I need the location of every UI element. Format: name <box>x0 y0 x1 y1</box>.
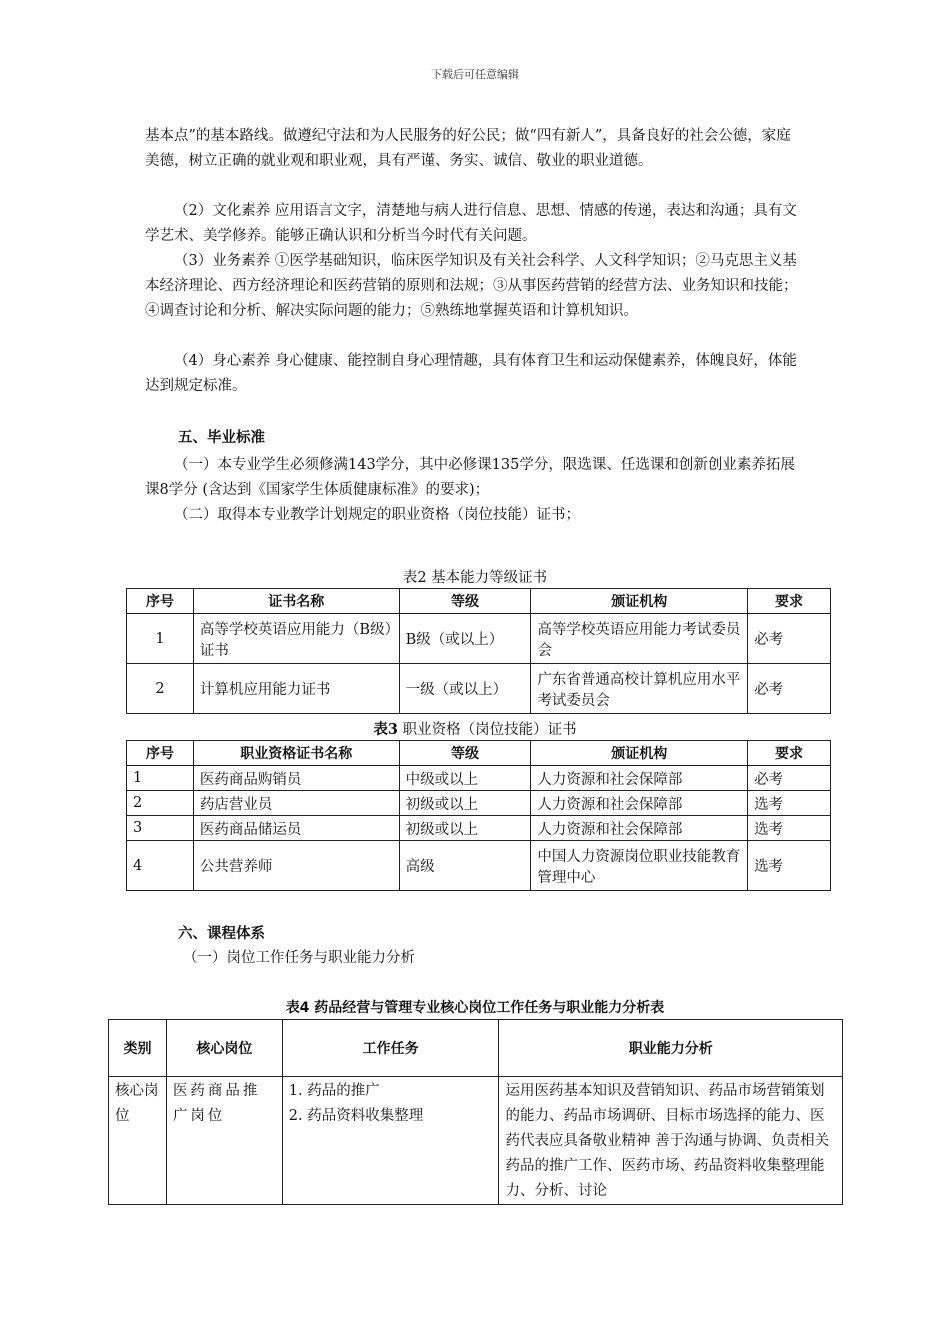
table3-cell: 选考 <box>748 841 831 891</box>
section-heading-curriculum: 六、课程体系 <box>178 926 265 942</box>
table2-cell: 1 <box>127 614 194 664</box>
table3-cell: 中级或以上 <box>399 766 531 791</box>
table2-caption: 表2 基本能力等级证书 <box>402 570 548 586</box>
table2-header: 等级 <box>399 589 531 614</box>
table2-header: 要求 <box>748 589 831 614</box>
table3-cell: 3 <box>127 816 194 841</box>
table4-header: 职业能力分析 <box>499 1020 843 1077</box>
graduation-certificate: （二）取得本专业教学计划规定的职业资格（岗位技能）证书； <box>174 507 580 523</box>
table2-cell: 必考 <box>748 614 831 664</box>
table3-cell: 选考 <box>748 791 831 816</box>
table4-header: 核心岗位 <box>166 1020 282 1077</box>
table3-cell: 高级 <box>399 841 531 891</box>
table2-basic-certificates <box>126 588 831 714</box>
table-row <box>127 841 831 891</box>
table4-header: 工作任务 <box>282 1020 499 1077</box>
paragraph-culture: （2）文化素养 应用语言文字，清楚地与病人进行信息、思想、情感的传递，表达和沟通；具有文学艺术、美学修养。能够正确认识和分析当今时代有关问题。 <box>145 203 797 244</box>
table3-vocational-certificates <box>126 740 831 891</box>
paragraph-moral: 基本点”的基本路线。做遵纪守法和为人民服务的好公民；做“四有新人”，具备良好的社会公德，家庭美德，树立正确的就业观和职业观，具有严谨、务实、诚信、敬业的职业道德。 <box>145 128 791 169</box>
table3-cell: 医药商品储运员 <box>193 816 399 841</box>
table3-header: 等级 <box>399 741 531 766</box>
table3-cell: 4 <box>127 841 194 891</box>
table2-cell: B级（或以上） <box>399 614 531 664</box>
table3-caption <box>0 718 950 739</box>
table-row <box>127 614 831 664</box>
table3-caption-label: 表3 <box>373 721 398 738</box>
table2-cell: 高等学校英语应用能力考试委员会 <box>531 614 748 664</box>
table3-header: 序号 <box>127 741 194 766</box>
table3-cell: 初级或以上 <box>399 816 531 841</box>
table3-caption-text: 职业资格（岗位技能）证书 <box>397 722 577 738</box>
table4-task: 1. 药品的推广 <box>288 1083 380 1099</box>
table-row <box>109 1077 843 1205</box>
subsection-job-analysis: （一）岗位工作任务与职业能力分析 <box>183 950 415 966</box>
table2-cell: 一级（或以上） <box>399 664 531 714</box>
table3-cell: 人力资源和社会保障部 <box>531 816 748 841</box>
graduation-credits: （一）本专业学生必须修满143学分，其中必修课135学分，限选课、任选课和创新创业素养拓展课8学分 (含达到《国家学生体质健康标准》的要求)； <box>145 457 795 498</box>
table-row <box>127 791 831 816</box>
table3-cell: 医药商品购销员 <box>193 766 399 791</box>
table4-job-analysis <box>108 1019 843 1205</box>
section-heading-graduation: 五、毕业标准 <box>178 430 265 446</box>
table2-cell: 广东省普通高校计算机应用水平考试委员会 <box>531 664 748 714</box>
table4-analysis: 运用医药基本知识及营销知识、药品市场营销策划的能力、药品市场调研、目标市场选择的能力、医药代表应具备敬业精神 善于沟通与协调、负责相关药品的推广工作、医药市场、药品资料收集整理能力、分析、讨论 <box>499 1077 843 1205</box>
page-header: 下载后可任意编辑 <box>431 68 519 81</box>
table2-cell: 高等学校英语应用能力（B级）证书 <box>193 614 399 664</box>
table2-header: 序号 <box>127 589 194 614</box>
table3-cell: 2 <box>127 791 194 816</box>
table-row <box>127 766 831 791</box>
table-row <box>127 664 831 714</box>
paragraph-physical: （4）身心素养 身心健康、能控制自身心理情趣，具有体育卫生和运动保健素养，体魄良好，体能达到规定标准。 <box>145 353 797 394</box>
table4-header: 类别 <box>109 1020 167 1077</box>
table2-cell: 计算机应用能力证书 <box>193 664 399 714</box>
table3-cell: 药店营业员 <box>193 791 399 816</box>
paragraph-business: （3）业务素养 ①医学基础知识，临床医学知识及有关社会科学、人文科学知识；②马克思主义基本经济理论、西方经济理论和医药营销的原则和法规；③从事医药营销的经营方法、业务知识和技能；④调查讨论和分析、解决实际问题的能力；⑤熟练地掌握英语和计算机知识。 <box>145 253 798 319</box>
table3-header: 要求 <box>748 741 831 766</box>
table4-caption: 表4 药品经营与管理专业核心岗位工作任务与职业能力分析表 <box>285 1000 665 1016</box>
table3-cell: 人力资源和社会保障部 <box>531 766 748 791</box>
table3-header: 职业资格证书名称 <box>193 741 399 766</box>
table4-task: 2. 药品资料收集整理 <box>288 1108 424 1124</box>
table3-cell: 选考 <box>748 816 831 841</box>
table3-cell: 人力资源和社会保障部 <box>531 791 748 816</box>
table2-cell: 必考 <box>748 664 831 714</box>
table3-cell: 公共营养师 <box>193 841 399 891</box>
table2-cell: 2 <box>127 664 194 714</box>
table-row <box>127 816 831 841</box>
table3-header: 颁证机构 <box>531 741 748 766</box>
table2-header: 证书名称 <box>193 589 399 614</box>
table3-cell: 1 <box>127 766 194 791</box>
table4-post: 医药商品推广岗位 <box>166 1077 282 1205</box>
table4-category: 核心岗位 <box>109 1077 167 1205</box>
table3-cell: 必考 <box>748 766 831 791</box>
table3-cell: 初级或以上 <box>399 791 531 816</box>
table3-cell: 中国人力资源岗位职业技能教育管理中心 <box>531 841 748 891</box>
table2-header: 颁证机构 <box>531 589 748 614</box>
